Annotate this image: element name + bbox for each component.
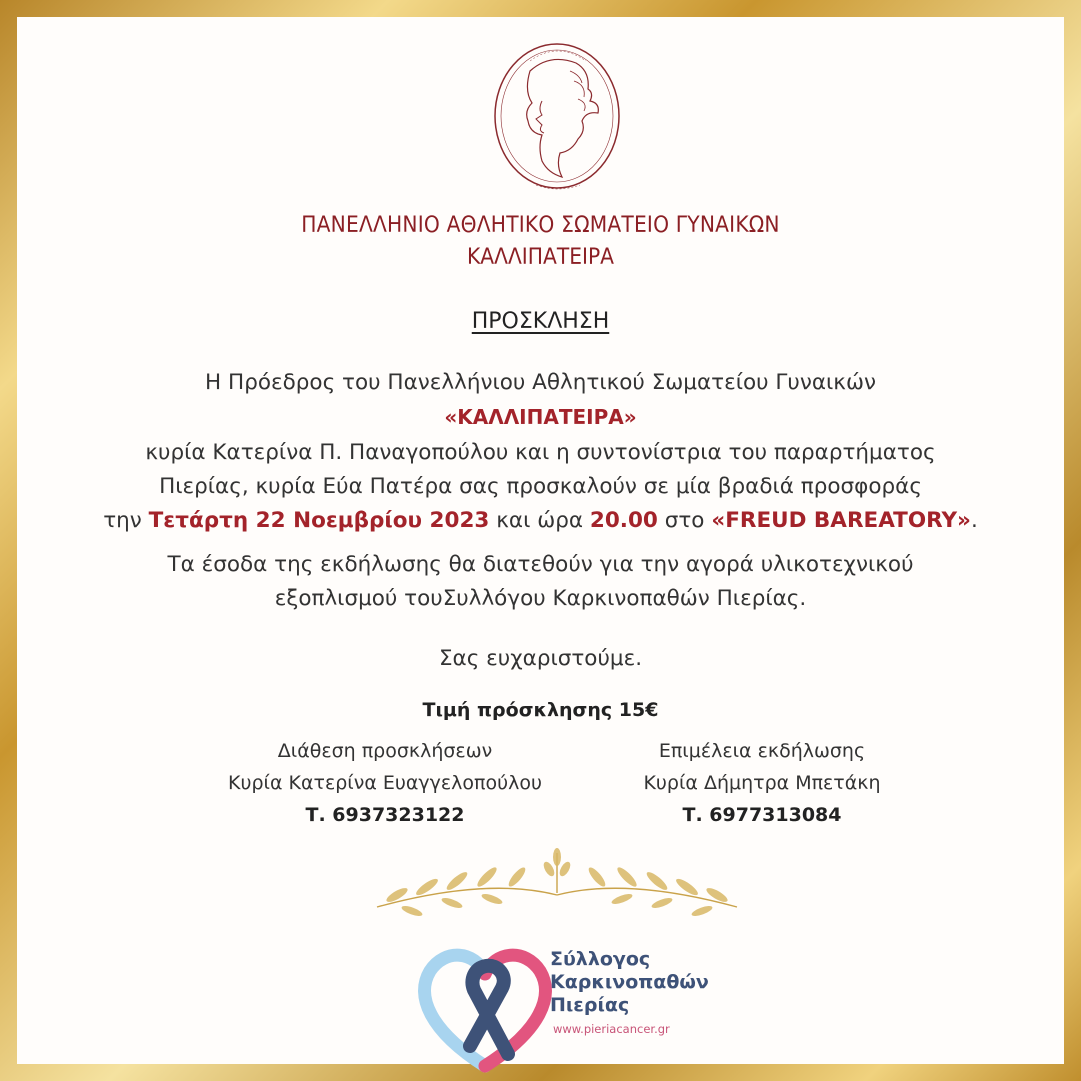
logo-text (550, 948, 709, 1017)
contact-left-phone: Τ. 6937323122 (305, 804, 465, 826)
event-time-label: και ώρα (496, 508, 584, 533)
event-time: 20.00 (589, 508, 658, 533)
ribbon-heart-logo-icon (410, 936, 560, 1076)
event-prefix: την (103, 508, 142, 533)
contact-left-name: Κυρία Κατερίνα Ευαγγελοπούλου (228, 772, 542, 794)
intro-line-4: Πιερίας, κυρία Εύα Πατέρα σας προσκαλούν σε μία βραδιά προσφοράς (159, 474, 922, 499)
proceeds-line-1: Τα έσοδα της εκδήλωσης θα διατεθούν για την αγορά υλικοτεχνικού (167, 552, 914, 577)
logo-url: www.pieriacancer.gr (553, 1022, 670, 1036)
contact-left (184, 735, 586, 831)
event-details-line (17, 504, 1064, 538)
thanks-text: Σας ευχαριστούμε. (438, 646, 643, 671)
contact-right (592, 735, 932, 831)
org-name-line1: ΠΑΝΕΛΛΗΝΙΟ ΑΘΛΗΤΙΚΟ ΣΩΜΑΤΕΙΟ ΓΥΝΑΙΚΩΝ (301, 213, 780, 238)
event-venue-label: στο (664, 508, 705, 533)
intro-line-1: Η Πρόεδρος του Πανελλήνιου Αθλητικού Σωματείου Γυναικών (205, 370, 876, 395)
org-name-line2: ΚΑΛΛΙΠΑΤΕΙΡΑ (466, 245, 615, 270)
kallipateira-seal-icon (490, 41, 625, 201)
event-date: Τετάρτη 22 Νοεμβρίου 2023 (148, 508, 490, 533)
intro-line-3: κυρία Κατερίνα Π. Παναγοπούλου και η συντονίστρια του παραρτήματος (145, 440, 936, 465)
laurel-branch-icon (357, 837, 757, 927)
logo-text-line3: Πιερίας (550, 994, 630, 1016)
club-name: «ΚΑΛΛΙΠΑΤΕΙΡΑ» (444, 405, 637, 429)
contact-right-phone: Τ. 6977313084 (682, 804, 842, 826)
contact-right-name: Κυρία Δήμητρα Μπετάκη (643, 772, 881, 794)
invitation-title-text: ΠΡΟΣΚΛΗΣΗ (471, 309, 610, 334)
event-suffix: . (970, 508, 978, 533)
logo-text-line2: Καρκινοπαθών (550, 971, 709, 993)
card-inner (17, 17, 1064, 1064)
event-venue: «FREUD BAREATORY» (711, 508, 971, 533)
invitation-title (17, 309, 1064, 334)
logo-text-line1: Σύλλογος (550, 948, 651, 970)
contact-left-role: Διάθεση προσκλήσεων (277, 740, 493, 762)
proceeds-line-2: εξοπλισμού τουΣυλλόγου Καρκινοπαθών Πιερίας. (274, 586, 807, 611)
invitation-price: Τιμή πρόσκλησης 15€ (422, 699, 659, 721)
contact-right-role: Επιμέλεια εκδήλωσης (658, 740, 866, 762)
